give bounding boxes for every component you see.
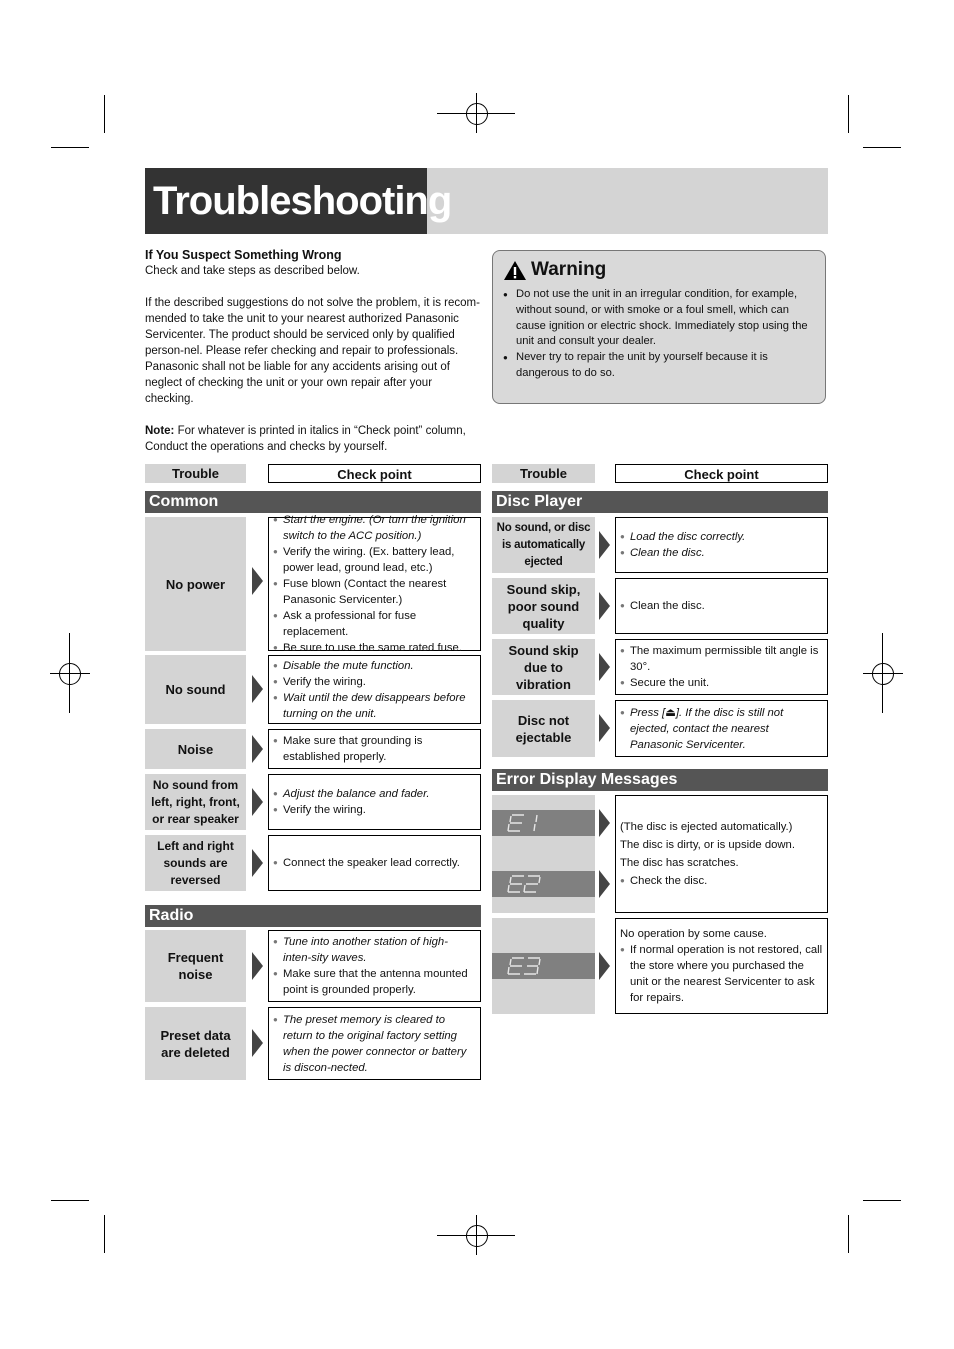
crop-mark: [863, 1200, 901, 1201]
eject-icon: ⏏: [665, 706, 676, 719]
arrow-icon: [252, 952, 263, 980]
arrow-icon: [599, 531, 610, 559]
lcd-e1-icon: [492, 810, 595, 836]
lcd-display-e2: [492, 871, 595, 897]
error-line: No operation by some cause.: [620, 928, 767, 940]
section-disc-player: Disc Player: [492, 491, 828, 513]
warning-triangle-icon: [503, 260, 527, 281]
trouble-cell: Preset data are deleted: [145, 1007, 246, 1080]
crop-mark: [51, 147, 89, 148]
lcd-e2-icon: [492, 871, 595, 897]
check-cell: [268, 835, 481, 891]
intro-line: Check and take steps as described below.: [145, 265, 360, 277]
check-item: ● Disable the mute function.: [273, 658, 476, 674]
crop-mark: [104, 95, 105, 133]
warning-item: ● Do not use the unit in an irregular condition, for example, without sound, or with smoke or a foul smell, which can cause ignition or electric shock. Immediately stop using the unit and consult your dealer.: [503, 287, 815, 350]
intro-note: [145, 423, 483, 455]
warning-list: [503, 287, 815, 382]
registration-mark: [466, 103, 488, 125]
check-item: ● Make sure that grounding is established properly.: [273, 733, 476, 765]
trouble-cell: No power: [145, 517, 246, 651]
warning-box: [492, 250, 826, 404]
check-cell: [615, 639, 828, 695]
check-item: ● Connect the speaker lead correctly.: [273, 855, 476, 871]
trouble-cell: No sound from left, right, front, or rear speaker: [145, 774, 246, 830]
check-item: [620, 705, 823, 753]
warning-title: [503, 259, 815, 281]
check-cell: [268, 774, 481, 830]
arrow-icon: [252, 849, 263, 877]
section-common: Common: [145, 491, 481, 513]
check-cell: [615, 517, 828, 573]
lcd-display-e3: [492, 953, 595, 979]
check-item: ● Ask a professional for fuse replacement.: [273, 608, 476, 640]
check-cell-e1-e2: [615, 795, 828, 913]
check-item: ● The maximum permissible tilt angle is 30°.: [620, 643, 823, 675]
check-item: ● Make sure that the antenna mounted point is grounded properly.: [273, 966, 476, 998]
registration-mark: [466, 1225, 488, 1247]
crop-mark: [104, 1215, 105, 1253]
arrow-icon: [252, 788, 263, 816]
check-item: ● Check the disc.: [620, 872, 823, 890]
arrow-icon: [599, 809, 610, 837]
check-item: ● Tune into another station of high-inten-sity waves.: [273, 934, 476, 966]
error-line: The disc is dirty, or is upside down.: [620, 839, 795, 851]
intro-paragraph: If the described suggestions do not solve the problem, it is recom-mended to take the unit to your nearest authorized Panasonic Servicenter. The product should be serviced only by qualified person-nel. Please refer checking and repair to professionals. Panasonic shall not be liable for any accidents arising out of neglect of checking the unit or your own repair after your checking.: [145, 297, 480, 405]
trouble-cell: No sound, or disc is automatically ejected: [492, 517, 595, 573]
error-line: (The disc is ejected automatically.): [620, 821, 793, 833]
check-cell: [268, 655, 481, 724]
arrow-icon: [252, 567, 263, 595]
check-item: ● Be sure to use the same rated fuse.: [273, 640, 476, 656]
arrow-icon: [599, 870, 610, 898]
arrow-icon: [252, 1029, 263, 1057]
arrow-icon: [252, 675, 263, 703]
check-item: ● Verify the wiring. (Ex. battery lead, power lead, ground lead, etc.): [273, 544, 476, 576]
check-item: ● Wait until the dew disappears before turning on the unit.: [273, 690, 476, 722]
trouble-cell: Frequent noise: [145, 930, 246, 1002]
check-item: ● Secure the unit.: [620, 675, 823, 691]
page-title: Troubleshooting: [145, 168, 427, 234]
trouble-cell: Noise: [145, 729, 246, 769]
crop-mark: [863, 147, 901, 148]
trouble-cell: Disc not ejectable: [492, 700, 595, 757]
press-text: Press [: [630, 706, 666, 719]
arrow-icon: [599, 653, 610, 681]
warning-title-text: Warning: [531, 259, 607, 280]
check-cell-e3: [615, 918, 828, 1014]
warning-item: ● Never try to repair the unit by yourself because it is dangerous to do so.: [503, 350, 815, 382]
section-error-messages: Error Display Messages: [492, 769, 828, 791]
header-trouble-right: Trouble: [492, 464, 595, 483]
check-item: ● Adjust the balance and fader.: [273, 786, 476, 802]
check-item: ● Load the disc correctly.: [620, 529, 823, 545]
crop-mark: [848, 95, 849, 133]
check-item: ● Clean the disc.: [620, 598, 823, 614]
crop-mark: [51, 1200, 89, 1201]
check-item: ● Start the engine. (Or turn the ignition switch to the ACC position.): [273, 512, 476, 544]
arrow-icon: [599, 952, 610, 980]
trouble-cell: Left and right sounds are reversed: [145, 835, 246, 891]
note-text: For whatever is printed in italics in “Check point” column, Conduct the operations and checks by yourself.: [145, 425, 466, 453]
registration-mark: [872, 663, 894, 685]
check-item: ● Fuse blown (Contact the nearest Panasonic Servicenter.): [273, 576, 476, 608]
check-cell: [268, 930, 481, 1002]
check-item: ● If normal operation is not restored, call the store where you purchased the unit or the nearest Servicenter to ask for repairs.: [620, 942, 823, 1006]
check-item: ● Verify the wiring.: [273, 674, 476, 690]
intro-heading: If You Suspect Something Wrong: [145, 248, 342, 262]
check-item: ● Verify the wiring.: [273, 802, 476, 818]
lcd-display-e1: [492, 810, 595, 836]
trouble-cell: Sound skip due to vibration: [492, 639, 595, 695]
header-check-right: Check point: [615, 464, 828, 483]
header-check-left: Check point: [268, 464, 481, 483]
section-radio: Radio: [145, 905, 481, 927]
check-cell: [615, 700, 828, 757]
check-item: ● The preset memory is cleared to return to the original factory setting when the power connector or battery is discon-nected.: [273, 1012, 476, 1076]
intro: [145, 247, 483, 455]
crop-mark: [848, 1215, 849, 1253]
registration-mark: [59, 663, 81, 685]
error-line: The disc has scratches.: [620, 857, 739, 869]
press-rest-text: ]. If the disc is still not ejected, contact the nearest Panasonic Servicenter.: [630, 706, 784, 751]
check-cell: [268, 514, 481, 654]
arrow-icon: [599, 714, 610, 742]
trouble-cell: No sound: [145, 655, 246, 724]
check-cell: [615, 578, 828, 634]
check-cell: [268, 729, 481, 769]
arrow-icon: [599, 592, 610, 620]
check-item: ● Clean the disc.: [620, 545, 823, 561]
note-label: Note:: [145, 425, 175, 437]
lcd-e3-icon: [492, 953, 595, 979]
header-trouble-left: Trouble: [145, 464, 246, 483]
trouble-cell: Sound skip, poor sound quality: [492, 578, 595, 634]
arrow-icon: [252, 735, 263, 763]
check-cell: [268, 1007, 481, 1080]
